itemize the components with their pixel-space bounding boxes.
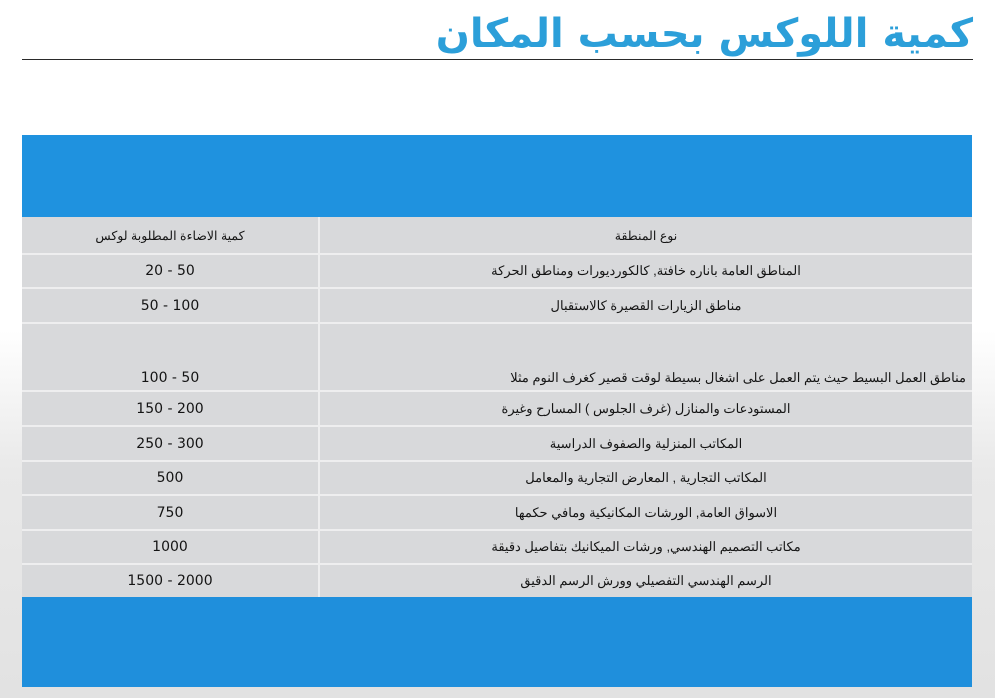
area-type: مناطق الزيارات القصيرة كالاستقبال <box>550 297 742 313</box>
table-row <box>22 425 972 460</box>
table-row <box>22 287 972 322</box>
table-row <box>22 563 972 597</box>
table-row <box>22 322 972 390</box>
table-row <box>22 390 972 425</box>
lux-value: 50 - 100 <box>22 289 320 322</box>
area-type: المستودعات والمنازل (غرف الجلوس ) المسارح وغيرة <box>501 400 791 416</box>
area-type: المكاتب المنزلية والصفوف الدراسية <box>549 435 743 451</box>
header-area: نوع المنطقة <box>614 228 678 243</box>
area-type: الاسواق العامة, الورشات المكانيكية ومافي حكمها <box>514 504 778 520</box>
table-row <box>22 494 972 529</box>
area-type: مناطق العمل البسيط حيث يتم العمل على اشغال بسيطة لوقت قصير كغرف النوم مثلا <box>510 370 966 385</box>
header-lux: كمية الاضاءة المطلوبة لوكس <box>22 217 320 253</box>
table-row <box>22 460 972 494</box>
lux-value: 500 <box>22 462 320 494</box>
area-type: المناطق العامة باناره خافتة, كالكورديورات ومناطق الحركة <box>491 263 801 278</box>
lux-value: 20 - 50 <box>22 255 320 287</box>
lux-value: 250 - 300 <box>22 427 320 460</box>
lux-value: 1000 <box>22 531 320 563</box>
lux-value: 100 - 50 <box>22 324 320 390</box>
title-divider <box>22 59 973 60</box>
lux-value: 150 - 200 <box>22 392 320 425</box>
lux-table <box>22 217 972 597</box>
lux-value: 750 <box>22 496 320 529</box>
area-type: المكاتب التجارية , المعارض التجارية والمعامل <box>525 470 767 485</box>
table-row <box>22 253 972 287</box>
lux-value: 1500 - 2000 <box>22 565 320 597</box>
area-type: مكاتب التصميم الهندسي, ورشات الميكانيك بتفاصيل دقيقة <box>491 539 801 554</box>
slide-title: كمية اللوكس بحسب المكان <box>435 11 973 57</box>
table-top-band <box>22 135 972 217</box>
table-header-row <box>22 217 972 253</box>
area-type: الرسم الهندسي التفصيلي وورش الرسم الدقيق <box>520 573 772 588</box>
table-bottom-band <box>22 597 972 687</box>
table-row <box>22 529 972 563</box>
